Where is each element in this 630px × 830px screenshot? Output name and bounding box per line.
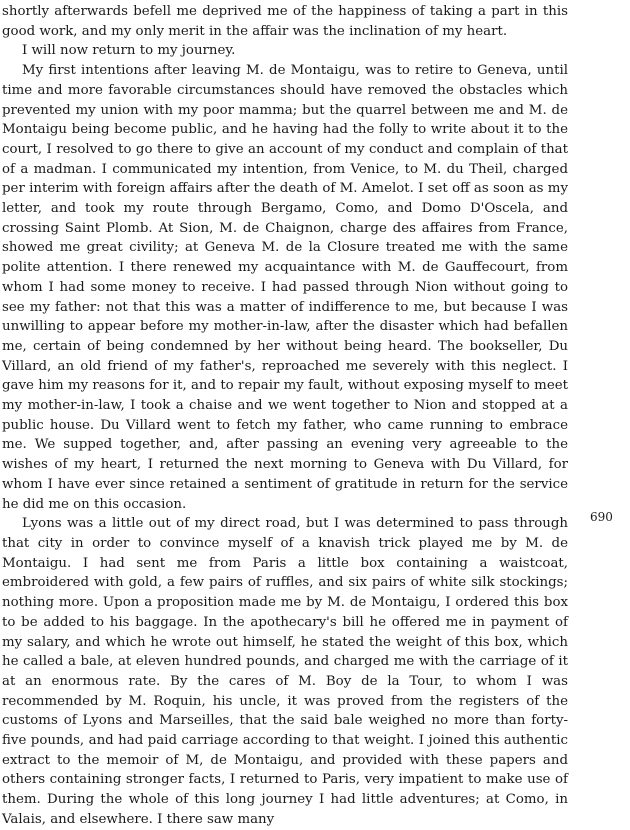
paragraph-continuation: shortly afterwards befell me deprived me of the happiness of taking a part in this good work, and my only merit in the affair was the inclination of my heart. bbox=[2, 4, 568, 39]
paragraph-first-intentions: My first intentions after leaving M. de Montaigu, was to retire to Geneva, until time and more favorable circumstances should have removed the obstacles which prevented my union with my poor mamma; but the quarrel between me and M. de Montaigu being become public, and he having had the folly to write about it to the court, I resolved to go there to give an account of my conduct and complain of that of a madman. I communicated my intention, from Venice, to M. du Theil, charged per interim with foreign affairs after the death of M. Amelot. I set off as soon as my letter, and took my route through Bergamo, Como, and Domo D'Oscela, and crossing Saint Plomb. At Sion, M. de Chaignon, charge des affaires from France, showed me great civility; at Geneva M. de la Closure treated me with the same polite attention. I there renewed my acquaintance with M. de Gauffecourt, from whom I had some money to receive. I had passed through Nion without going to see my father: not that this was a matter of indifference to me, but because I was unwilling to appear before my mother-in-law, after the disaster which had befallen me, certain of being condemned by her without being heard. The bookseller, Du Villard, an old friend of my father's, reproached me severely with this neglect. I gave him my reasons for it, and to repair my fault, without exposing myself to meet my mother-in-law, I took a chaise and we went together to Nion and stopped at a public house. Du Villard went to fetch my father, who came running to embrace me. We supped together, and, after passing an evening very agreeable to the wishes of my heart, I returned the next morning to Geneva with Du Villard, for whom I have ever since retained a sentiment of gratitude in return for the service he did me on this occasion. bbox=[2, 63, 568, 512]
paragraph-return-to-journey: I will now return to my journey. bbox=[22, 43, 236, 59]
body-text bbox=[2, 2, 568, 830]
margin-page-number: 690 bbox=[590, 510, 613, 524]
paragraph-lyons: Lyons was a little out of my direct road, but I was determined to pass through that city in order to convince myself of a knavish trick played me by M. de Montaigu. I had sent me from Paris a little box containing a waistcoat, embroidered with gold, a few pairs of ruffles, and six pairs of white silk stockings; nothing more. Upon a proposition made me by M. de Montaigu, I ordered this box to be added to his baggage. In the apothecary's bill he offered me in payment of my salary, and which he wrote out himself, he stated the weight of this box, which he called a bale, at eleven hundred pounds, and charged me with the carriage of it at an enormous rate. By the cares of M. Boy de la Tour, to whom I was recommended by M. Roquin, his uncle, it was proved from the registers of the customs of Lyons and Marseilles, that the said bale weighed no more than forty-five pounds, and had paid carriage according to that weight. I joined this authentic extract to the memoir of M, de Montaigu, and provided with these papers and others containing stronger facts, I returned to Paris, very impatient to make use of them. During the whole of this long journey I had little adventures; at Como, in Valais, and elsewhere. I there saw many bbox=[2, 516, 568, 827]
